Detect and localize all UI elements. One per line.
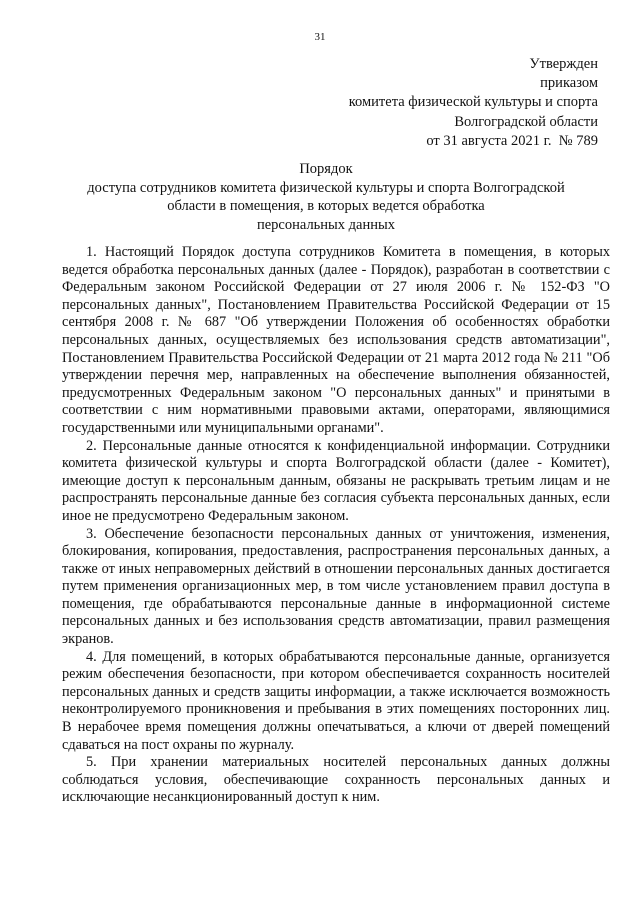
approval-line: Утвержден [529, 56, 598, 72]
document-body [62, 244, 610, 807]
approval-line: приказом [540, 75, 598, 92]
approval-block [349, 55, 598, 151]
page-number: 31 [314, 31, 326, 43]
paragraph-2: 2. Персональные данные относятся к конфиденциальной информации. Сотрудники комитета физической культуры и спорта Волгоградской области (далее - Комитет), имеющие доступ к персональным данным, обязаны не раскрывать третьим лицам и не распространять персональные данные без согласия субъекта персональных данных, если иное не предусмотрено Федеральным законом. [62, 437, 610, 524]
title-line: персональных данных [256, 216, 395, 233]
title-heading: Порядок [299, 161, 353, 177]
paragraph-3: 3. Обеспечение безопасности персональных данных от уничтожения, изменения, блокирования, копирования, предоставления, распространения персональных данных, а также от иных неправомерных действий в отношении персональных данных достигается путем применения организационных мер, в том числе установлением правил доступа в помещения, где обрабатываются персональные данные в информационной системе персональных данных и без использования средств автоматизации, правил размещения экранов. [62, 525, 610, 648]
paragraph-1: 1. Настоящий Порядок доступа сотрудников Комитета в помещения, в которых ведется обработка персональных данных (далее - Порядок), разработан в соответствии с Федеральным законом Российской Федерации от 27 июля 2006 г. № 152-ФЗ "О персональных данных", Постановлением Правительства Российской Федерации от 15 сентября 2008 г. № 687 "Об утверждении Положения об особенностях обработки персональных данных, осуществляемых без использования средств автоматизации", Постановлением Правительства Российской Федерации от 21 марта 2012 года № 211 "Об утверждении перечня мер, направленных на обеспечение выполнения обязанностей, предусмотренных Федеральным законом "О персональных данных" и принятыми в соответствии с ним нормативными правовыми актами, операторами, являющимися государственными или муниципальными органами". [62, 244, 610, 436]
paragraph-4: 4. Для помещений, в которых обрабатываются персональные данные, организуется режим обеспечения безопасности, при котором обеспечивается сохранность носителей персональных данных и средств защиты информации, а также исключается возможность неконтролируемого проникновения и пребывания в этих помещениях посторонних лиц. В нерабочее время помещения должны опечатываться, а ключи от дверей помещений сдаваться на пост охраны по журналу. [62, 648, 610, 753]
title-line: области в помещения, в которых ведется обработка [167, 198, 485, 214]
document-title [40, 160, 612, 234]
approval-line: комитета физической культуры и спорта [348, 94, 598, 111]
approval-line: Волгоградской области [454, 113, 598, 130]
paragraph-5: 5. При хранении материальных носителей персональных данных должны соблюдаться условия, обеспечивающие сохранность персональных данных и исключающие несанкционированный доступ к ним. [62, 754, 610, 806]
title-line: доступа сотрудников комитета физической культуры и спорта Волгоградской [87, 179, 565, 196]
approval-date-line: от 31 августа 2021 г. № 789 [426, 132, 598, 149]
